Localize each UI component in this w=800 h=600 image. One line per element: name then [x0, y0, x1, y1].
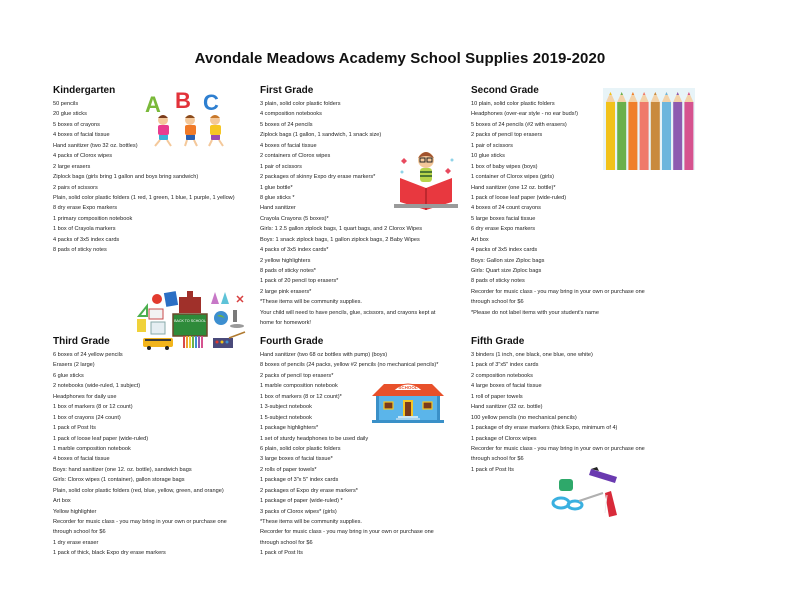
supply-item: 1 glue bottle* [260, 184, 293, 191]
supply-item: 6 plain, solid color plastic folders [260, 445, 341, 452]
supply-item: 3 binders (1 inch, one black, one blue, one white) [471, 352, 593, 358]
supply-item: 8 pads of sticky notes [53, 247, 107, 254]
supply-item: through school for $6 [53, 529, 106, 536]
supply-item: 8 dry erase Expo markers [53, 205, 118, 212]
supply-item: 1 box of crayons (24 count) [53, 414, 121, 421]
supply-item: Recorder for music class - you may bring in your own or purchase one [471, 445, 645, 452]
supply-item: 1 dry erase eraser [53, 539, 99, 546]
supply-item: Hand sanitizer (32 oz. bottle) [471, 404, 543, 411]
supply-item: *These items will be community supplies. [260, 299, 362, 306]
supply-item: Ziplock bags (girls bring 1 gallon and boys bring sandwich) [53, 174, 199, 181]
supply-item: 3 large boxes of facial tissue* [260, 456, 333, 463]
supply-item: 5 boxes of 24 pencils [260, 121, 313, 128]
grade-heading: Kindergarten [53, 85, 116, 96]
board-text: BACK TO SCHOOL [174, 319, 206, 323]
supply-item: 4 packs of 3x5 index cards [53, 236, 120, 243]
supply-item: 2 large pink erasers* [260, 288, 312, 295]
supply-item: 4 boxes of 24 count crayons [471, 205, 541, 212]
supply-item: Boys: Gallon size Ziploc bags [471, 257, 545, 264]
supply-item: 100 yellow pencils (no mechanical pencils) [471, 414, 577, 421]
pencil [651, 92, 660, 170]
school-supplies-icon [133, 288, 255, 350]
supply-item: 1 container of Clorox wipes (girls) [471, 174, 555, 181]
supply-item: Headphones for daily use [53, 393, 117, 400]
supply-item: 1 pack of Post Its [260, 550, 303, 557]
grade-heading: Fourth Grade [260, 336, 324, 347]
supply-item: 1 box of Crayola markers [53, 226, 116, 233]
supply-item: 3 packs of Clorox wipes* (girls) [260, 508, 337, 515]
supply-item: 4 packs of 3x5 index cards [471, 247, 538, 254]
supply-item: home for homework! [260, 320, 311, 327]
supply-item: Hand sanitizer (two 32 oz. bottles) [53, 142, 138, 149]
supply-item: Plain, solid color plastic folders (1 red, 1 green, 1 blue, 1 purple, 1 yellow) [53, 194, 235, 201]
supply-item: 1 primary composition notebook [53, 215, 133, 222]
supply-item: Art box [53, 498, 71, 505]
supply-item: 5 boxes of crayons [53, 121, 100, 128]
supply-item: Boys: hand sanitizer (one 12. oz. bottle), sandwich bags [53, 466, 192, 473]
supply-item: 8 pads of sticky notes [471, 278, 525, 285]
supply-item: *These items will be community supplies. [260, 519, 362, 525]
supply-item: 1 package of paper (wide-ruled) * [260, 498, 343, 505]
supply-item: through school for $6 [471, 299, 524, 306]
fourth-grade-section [260, 335, 438, 559]
supply-item: 10 plain, solid color plastic folders [471, 101, 555, 107]
supply-item: 6 dry erase Expo markers [471, 226, 536, 233]
supply-item: Boys: 1 snack ziplock bags, 1 gallon ziplock bags, 2 Baby Wipes [260, 236, 420, 243]
supply-item: Yellow highlighter [53, 508, 97, 515]
supply-item: 50 pencils [53, 101, 79, 107]
supply-item: 1 pack of loose leaf paper (wide-ruled) [53, 435, 149, 442]
supply-item: 1 5-subject notebook [260, 414, 312, 421]
supply-item: Girls: 1 2.5 gallon ziplock bags, 1 quart bags, and 2 Clorox Wipes [260, 226, 422, 233]
supply-item: 1 package of Clorox wipes [471, 435, 537, 442]
supply-item: Headphones (over-ear style - no ear buds!) [471, 111, 578, 118]
supply-item: 2 notebooks (wide-ruled, 1 subject) [53, 383, 141, 390]
supply-item: Girls: Quart size Ziploc bags [471, 268, 542, 274]
supply-item: 1 3-subject notebook [260, 404, 312, 411]
grade-heading: Third Grade [53, 336, 110, 347]
supply-item: 2 packs of pencil top erasers [471, 132, 543, 139]
pencil [662, 92, 671, 170]
supply-item: 1 package of dry erase markers (thick Expo, minimum of 4) [471, 425, 618, 432]
supply-item: 1 pack of 20 pencil top erasers* [260, 278, 339, 285]
supply-item: 2 containers of Clorox wipes [260, 153, 331, 160]
third-grade-section [53, 335, 227, 559]
supply-item: 4 composition notebooks [260, 111, 322, 118]
supply-item: 4 boxes of facial tissue [260, 142, 317, 149]
pencil [640, 92, 649, 170]
supply-item: 1 package highlighters* [260, 425, 319, 432]
supply-item: 1 pair of scissors [471, 142, 513, 149]
supply-item: 6 boxes of 24 yellow pencils [53, 352, 123, 358]
abc-kids-icon [143, 88, 233, 150]
supply-item: 4 large boxes of facial tissue [471, 383, 542, 390]
fifth-grade-section [471, 335, 645, 475]
supply-item: 3 plain, solid color plastic folders [260, 101, 341, 107]
supply-item: 1 marble composition notebook [53, 445, 131, 452]
reading-kid-icon [392, 148, 460, 210]
scissors-stapler-icon [545, 465, 625, 520]
supply-item: Erasers (2 large) [53, 362, 95, 369]
supply-list [53, 350, 227, 559]
grade-heading: Second Grade [471, 85, 539, 96]
pencil [673, 92, 682, 170]
letter-b: B [175, 88, 191, 113]
supply-item: Plain, solid color plastic folders (red, blue, yellow, green, and orange) [53, 487, 224, 494]
colored-pencils-icon [603, 88, 695, 170]
supply-item: 4 packs of 3x5 index cards* [260, 247, 329, 254]
supply-item: 2 packs of pencil top erasers* [260, 372, 334, 379]
school-building-icon [370, 378, 446, 426]
supply-item: 1 box of markers (8 or 12 count)* [260, 393, 342, 400]
supply-item: 2 large erasers [53, 163, 91, 170]
supply-item: 2 pairs of scissors [53, 184, 98, 191]
supply-item: 2 packages of Expo dry erase markers* [260, 487, 358, 494]
supply-item: 6 glue sticks [53, 372, 84, 379]
supply-item: Hand sanitizer [260, 205, 296, 212]
supply-item: 10 glue sticks [471, 153, 505, 160]
supply-item: 2 rolls of paper towels* [260, 466, 317, 473]
supply-item: Hand sanitizer (two 68 oz bottles with pump) (boys) [260, 352, 388, 358]
grade-heading: First Grade [260, 85, 314, 96]
supply-item: 4 boxes of facial tissue [53, 456, 110, 463]
school-sign-text: SCHOOL [398, 385, 418, 390]
supply-item: 4 boxes of facial tissue [53, 132, 110, 139]
supply-item: 8 pads of sticky notes* [260, 268, 316, 274]
supply-item: 8 boxes of pencils (24 packs, yellow #2 pencils (no mechanical pencils)* [260, 362, 439, 369]
supply-item: 1 pack of thick, black Expo dry erase markers [53, 550, 166, 557]
letter-c: C [203, 90, 219, 115]
supply-item: Your child will need to have pencils, glue, scissors, and crayons kept at [260, 309, 436, 316]
supply-item: Hand sanitizer (one 12 oz. bottle)* [471, 184, 556, 191]
supply-item: 1 pack of 3"x5" index cards [471, 362, 539, 369]
pencil [606, 92, 615, 170]
supply-item: 1 package of 3"x 5" index cards [260, 477, 339, 484]
supply-item: 8 glue sticks * [260, 194, 295, 201]
supply-item: 2 packages of skinny Expo dry erase markers* [260, 174, 376, 181]
supply-item: 1 pair of scissors [260, 163, 302, 170]
supply-item: Ziplock bags (1 gallon, 1 sandwich, 1 snack size) [260, 132, 382, 139]
supply-item: 5 boxes of 24 pencils (#2 with erasers) [471, 121, 567, 128]
pencil [684, 92, 693, 170]
supply-item: 1 pack of loose leaf paper (wide-ruled) [471, 194, 567, 201]
supply-item: Recorder for music class - you may bring in your own or purchase one [260, 529, 434, 536]
supply-item: 1 box of baby wipes (boys) [471, 163, 538, 170]
page-title: Avondale Meadows Academy School Supplies 2019-2020 [194, 50, 606, 67]
supply-item: Art box [471, 236, 489, 243]
supply-item: 2 yellow highlighters [260, 257, 311, 264]
supply-item: 1 pack of Post Its [471, 466, 514, 473]
supply-item: Recorder for music class - you may bring in your own or purchase one [53, 519, 227, 525]
supply-item: 5 large boxes facial tissue [471, 215, 536, 222]
pencil [617, 92, 626, 170]
letter-a: A [145, 92, 161, 117]
supply-list [260, 99, 435, 329]
supply-item: Girls: Clorox wipes (1 container), gallon storage bags [53, 477, 185, 484]
supply-item: through school for $6 [260, 539, 313, 546]
supply-item: Crayola Crayons (5 boxes)* [260, 215, 329, 222]
pencil [628, 92, 637, 170]
supply-item: 1 marble composition notebook [260, 383, 338, 390]
supply-item: 4 packs of Clorox wipes [53, 153, 113, 160]
supply-item: 20 glue sticks [53, 111, 87, 118]
supply-item: through school for $6 [471, 456, 524, 463]
supply-list [471, 350, 645, 475]
supply-item: Recorder for music class - you may bring in your own or purchase one [471, 288, 645, 295]
supply-item: 1 box of markers (8 or 12 count) [53, 404, 133, 411]
grade-heading: Fifth Grade [471, 336, 525, 347]
supply-item: 1 roll of paper towels [471, 393, 523, 400]
supply-item: 1 pack of Post Its [53, 425, 96, 432]
supply-item: *Please do not label items with your student's name [471, 309, 599, 316]
supply-item: 2 composition notebooks [471, 372, 533, 379]
supply-item: 1 set of sturdy headphones to be used daily [260, 435, 369, 442]
